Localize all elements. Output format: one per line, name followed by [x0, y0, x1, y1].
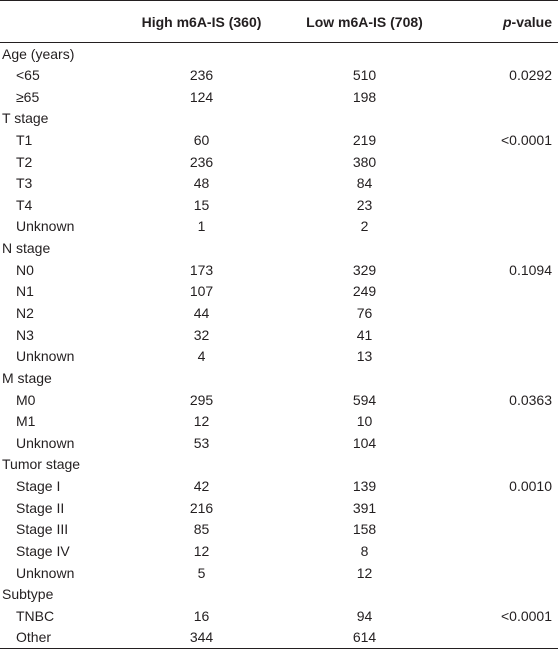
low-count-cell — [283, 237, 446, 259]
header-characteristic — [0, 1, 120, 43]
table-row — [0, 281, 558, 303]
high-count-cell — [120, 107, 283, 129]
p-value-cell — [446, 237, 558, 259]
table-row — [0, 562, 558, 584]
row-label: <65 — [16, 66, 40, 83]
low-count-cell: 391 — [352, 499, 377, 516]
table-row — [0, 605, 558, 627]
row-label: Stage II — [16, 499, 65, 516]
table-row — [0, 216, 558, 238]
high-count-cell: 12 — [193, 413, 210, 430]
row-label: T1 — [16, 131, 33, 148]
table-row — [0, 129, 558, 151]
high-count-cell: 236 — [189, 153, 214, 170]
low-count-cell — [283, 367, 446, 389]
p-value-cell — [446, 584, 558, 606]
header-high-m6a-is: High m6A-IS (360) — [120, 1, 283, 43]
low-count-cell: 219 — [352, 131, 377, 148]
row-label: Unknown — [16, 218, 75, 235]
low-count-cell: 158 — [352, 521, 377, 538]
table-header — [0, 1, 558, 43]
header-row — [0, 1, 558, 43]
category-label: T stage — [2, 110, 49, 127]
low-count-cell: 614 — [283, 627, 446, 649]
high-count-cell: 16 — [193, 607, 210, 624]
p-value-cell — [446, 86, 558, 108]
low-count-cell: 94 — [356, 607, 373, 624]
p-value-cell — [446, 410, 558, 432]
high-count-cell: 173 — [189, 261, 214, 278]
p-value-cell — [446, 519, 558, 541]
low-count-cell: 10 — [356, 413, 373, 430]
table-row — [0, 519, 558, 541]
header-p-value — [446, 1, 558, 43]
low-count-cell — [283, 107, 446, 129]
table-row — [0, 151, 558, 173]
low-count-cell: 8 — [360, 543, 369, 560]
p-value-cell: 0.0363 — [509, 391, 552, 408]
p-value-cell — [446, 281, 558, 303]
high-count-cell: 216 — [189, 499, 214, 516]
p-value-cell — [446, 345, 558, 367]
low-count-cell: 76 — [356, 305, 373, 321]
row-label: Unknown — [16, 348, 75, 365]
category-row — [0, 237, 558, 259]
row-label: T2 — [16, 153, 33, 170]
table-row — [0, 497, 558, 519]
p-value-cell — [446, 302, 558, 324]
p-value-cell — [446, 627, 558, 649]
p-value-cell: 0.1094 — [509, 261, 552, 278]
high-count-cell: 44 — [193, 305, 210, 321]
p-value-cell — [446, 497, 558, 519]
p-value-cell — [446, 540, 558, 562]
p-value-cell: <0.0001 — [501, 131, 552, 148]
row-label: N0 — [16, 261, 34, 278]
row-label: Stage IV — [16, 543, 70, 560]
high-count-cell — [120, 367, 283, 389]
p-value-cell — [446, 216, 558, 238]
high-count-cell: 236 — [189, 66, 214, 83]
table-row — [0, 86, 558, 108]
low-count-cell: 104 — [352, 434, 377, 451]
p-value-cell: 0.0010 — [509, 478, 552, 495]
category-row — [0, 367, 558, 389]
low-count-cell — [283, 43, 446, 65]
p-value-cell — [446, 151, 558, 173]
high-count-cell: 12 — [193, 543, 210, 560]
p-value-cell — [446, 454, 558, 476]
table-row — [0, 389, 558, 411]
high-count-cell: 295 — [189, 391, 214, 408]
high-count-cell: 344 — [120, 627, 283, 649]
p-value-cell — [446, 172, 558, 194]
table-row — [0, 627, 558, 649]
low-count-cell: 329 — [352, 261, 377, 278]
row-label: Other — [0, 627, 120, 649]
high-count-cell — [120, 584, 283, 606]
p-value-cell: <0.0001 — [501, 607, 552, 624]
table-row — [0, 432, 558, 454]
table-row — [0, 345, 558, 367]
p-value-cell — [446, 194, 558, 216]
p-value-cell — [446, 432, 558, 454]
category-row — [0, 454, 558, 476]
low-count-cell: 198 — [352, 88, 377, 105]
header-p-italic: p — [502, 13, 512, 30]
high-count-cell: 1 — [197, 218, 206, 235]
low-count-cell: 510 — [352, 66, 377, 83]
row-label: T3 — [16, 175, 33, 192]
low-count-cell: 12 — [356, 564, 373, 581]
low-count-cell: 594 — [352, 391, 377, 408]
category-label: Subtype — [2, 586, 54, 603]
low-count-cell: 41 — [356, 326, 373, 343]
row-label: M1 — [16, 413, 36, 430]
low-count-cell: 380 — [352, 153, 377, 170]
category-label: N stage — [2, 240, 51, 257]
category-row — [0, 107, 558, 129]
high-count-cell — [120, 237, 283, 259]
row-label: TNBC — [16, 607, 55, 624]
table-body — [0, 43, 558, 649]
row-label: T4 — [16, 196, 33, 213]
high-count-cell — [120, 454, 283, 476]
low-count-cell — [283, 584, 446, 606]
row-label: M0 — [16, 391, 36, 408]
high-count-cell: 15 — [193, 196, 210, 213]
row-label: N1 — [16, 283, 34, 300]
table-row — [0, 540, 558, 562]
table-row — [0, 64, 558, 86]
high-count-cell: 48 — [193, 175, 210, 192]
high-count-cell: 5 — [197, 564, 206, 581]
category-row — [0, 584, 558, 606]
high-count-cell: 4 — [197, 348, 206, 365]
row-label: Unknown — [16, 434, 75, 451]
table-row — [0, 302, 558, 324]
p-value-cell: 0.0292 — [509, 66, 552, 83]
high-count-cell: 53 — [193, 434, 210, 451]
row-label: ≥65 — [16, 88, 40, 105]
p-value-cell — [446, 43, 558, 65]
p-value-cell — [446, 367, 558, 389]
p-value-cell — [446, 107, 558, 129]
p-value-cell — [446, 562, 558, 584]
row-label: N2 — [16, 305, 34, 321]
table-row — [0, 194, 558, 216]
high-count-cell: 42 — [193, 478, 210, 495]
table-row — [0, 259, 558, 281]
high-count-cell: 85 — [193, 521, 210, 538]
category-label: Age (years) — [2, 45, 75, 62]
low-count-cell — [283, 454, 446, 476]
high-count-cell: 107 — [189, 283, 214, 300]
low-count-cell: 84 — [356, 175, 373, 192]
p-value-cell — [446, 324, 558, 346]
row-label: Stage I — [16, 478, 61, 495]
high-count-cell: 32 — [193, 326, 210, 343]
high-count-cell — [120, 43, 283, 65]
low-count-cell: 23 — [356, 196, 373, 213]
header-low-m6a-is: Low m6A-IS (708) — [283, 1, 446, 43]
header-p-rest: -value — [511, 13, 552, 30]
category-label: Tumor stage — [2, 456, 81, 473]
low-count-cell: 2 — [360, 218, 369, 235]
low-count-cell: 139 — [352, 478, 377, 495]
table-row — [0, 475, 558, 497]
table-row — [0, 410, 558, 432]
table-row — [0, 172, 558, 194]
table-row — [0, 324, 558, 346]
high-count-cell: 60 — [193, 131, 210, 148]
row-label: N3 — [16, 326, 34, 343]
row-label: Unknown — [16, 564, 75, 581]
low-count-cell: 13 — [356, 348, 373, 365]
category-label: M stage — [2, 369, 52, 386]
high-count-cell: 124 — [189, 88, 214, 105]
category-row — [0, 43, 558, 65]
low-count-cell: 249 — [352, 283, 377, 300]
row-label: Stage III — [16, 521, 69, 538]
